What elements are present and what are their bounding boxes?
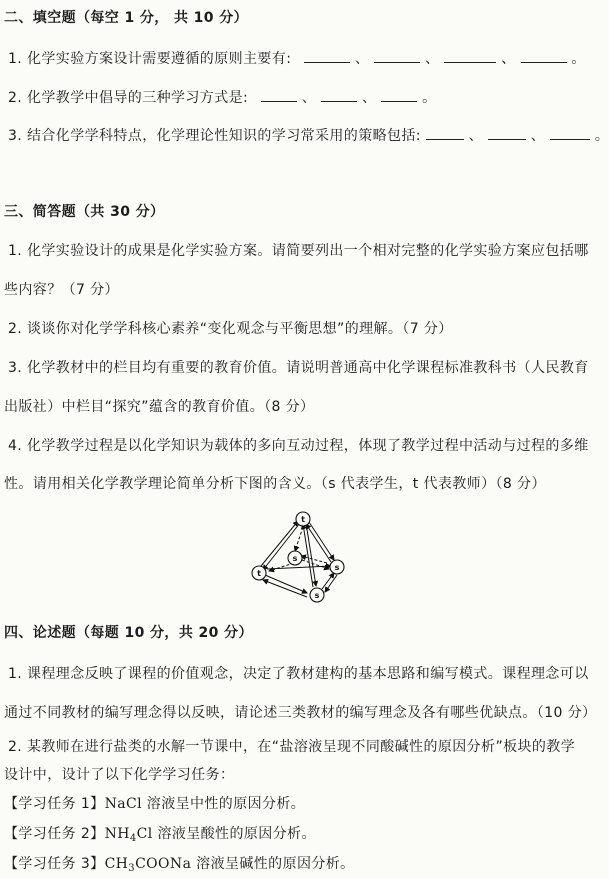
separator: 、 [361, 90, 377, 106]
answer-blank[interactable] [521, 48, 567, 63]
chemical-formula: $CH_3COONa$ [104, 856, 192, 874]
fill-question-1 [8, 48, 586, 68]
diagram-dashed-arrow [295, 527, 303, 551]
short-question-3-line-2: 出版社）中栏目“探究”蕴含的教育价值。（8 分） [4, 399, 315, 415]
essay-question-1-line-1: 1. 课程理念反映了课程的价值观念，决定了教材建构的基本思路和编写模式。课程理念可以 [8, 666, 589, 682]
diagram-label: s [292, 554, 298, 563]
task-label: 【学习任务 3】 [4, 856, 105, 872]
diagram-arrow [306, 524, 331, 562]
fill-question-3 [8, 125, 609, 145]
task-text: 溶液呈碱性的原因分析。 [191, 856, 355, 872]
answer-blank[interactable] [374, 48, 420, 63]
short-question-3-line-1: 3. 化学教材中的栏目均有重要的教育价值。请说明普通高中化学课程标准教科书（人民教育 [8, 360, 589, 376]
period: 。 [594, 128, 609, 144]
chemical-formula: $NH_4Cl$ [104, 826, 153, 844]
learning-task-1 [4, 795, 305, 813]
short-question-4-line-2: 性。请用相关化学教学理论简单分析下图的含义。（s 代表学生，t 代表教师）（8 分） [4, 476, 546, 492]
separator: 、 [355, 51, 370, 67]
question-text: 2. 化学教学中倡导的三种学习方式是: [8, 90, 249, 106]
question-text: 3. 结合化学学科特点，化学理论性知识的学习常采用的策略包括: [8, 128, 421, 144]
question-text: 1. 化学实验方案设计需要遵循的原则主要有: [8, 51, 292, 67]
diagram-arrow [265, 575, 307, 593]
separator: 、 [425, 51, 440, 67]
essay-question-1-line-2: 通过不同教材的编写理念得以反映，请论述三类教材的编写理念及各有哪些优缺点。（10 分） [4, 705, 597, 721]
diagram-dashed-arrow [301, 556, 327, 563]
task-label: 【学习任务 1】 [4, 796, 105, 812]
separator: 、 [501, 51, 516, 67]
short-question-4-line-1: 4. 化学教学过程是以化学知识为载体的多向互动过程，体现了教学过程中活动与过程的多维 [8, 438, 589, 454]
chemical-formula: NaCl [104, 796, 142, 812]
task-label: 【学习任务 2】 [4, 826, 105, 842]
task-text: 溶液呈酸性的原因分析。 [152, 826, 316, 842]
interaction-diagram [247, 507, 357, 607]
fill-question-2 [8, 87, 437, 107]
separator: 、 [301, 90, 317, 106]
answer-blank[interactable] [321, 87, 357, 102]
separator: 、 [468, 128, 484, 144]
diagram-label: t [257, 569, 261, 578]
task-text: 溶液呈中性的原因分析。 [141, 796, 306, 812]
period: 。 [422, 90, 437, 106]
diagram-label: t [301, 515, 305, 524]
answer-blank[interactable] [426, 125, 464, 140]
period: 。 [571, 51, 586, 67]
answer-blank[interactable] [381, 87, 417, 102]
learning-task-2 [4, 825, 316, 848]
section3-heading: 三、简答题（共 30 分） [4, 204, 165, 220]
essay-question-2-line-1: 2. 某教师在进行盐类的水解一节课中，在“盐溶液呈现不同酸碱性的原因分析”板块的教学 [8, 739, 576, 755]
diagram-arrow [263, 580, 307, 597]
learning-task-3 [4, 855, 355, 878]
diagram-arrow [309, 522, 334, 560]
answer-blank[interactable] [261, 87, 297, 102]
answer-blank[interactable] [488, 125, 526, 140]
diagram-label: s [334, 563, 340, 572]
answer-blank[interactable] [444, 48, 496, 63]
separator: 、 [530, 128, 546, 144]
short-question-2: 2. 谈谈你对化学学科核心素养“变化观念与平衡思想”的理解。（7 分） [8, 321, 453, 337]
diagram-dashed-arrow [269, 563, 294, 571]
answer-blank[interactable] [304, 48, 350, 63]
short-question-1-line-2: 些内容？（7 分） [4, 282, 119, 298]
short-question-1-line-1: 1. 化学实验设计的成果是化学实验方案。请简要列出一个相对完整的化学实验方案应包括哪 [8, 243, 589, 259]
essay-question-2-line-2: 设计中，设计了以下化学学习任务： [4, 767, 235, 783]
section2-heading: 二、填空题（每空 1 分， 共 10 分） [4, 10, 248, 26]
diagram-label: s [314, 591, 320, 600]
answer-blank[interactable] [550, 125, 590, 140]
section4-heading: 四、论述题（每题 10 分，共 20 分） [4, 625, 253, 641]
